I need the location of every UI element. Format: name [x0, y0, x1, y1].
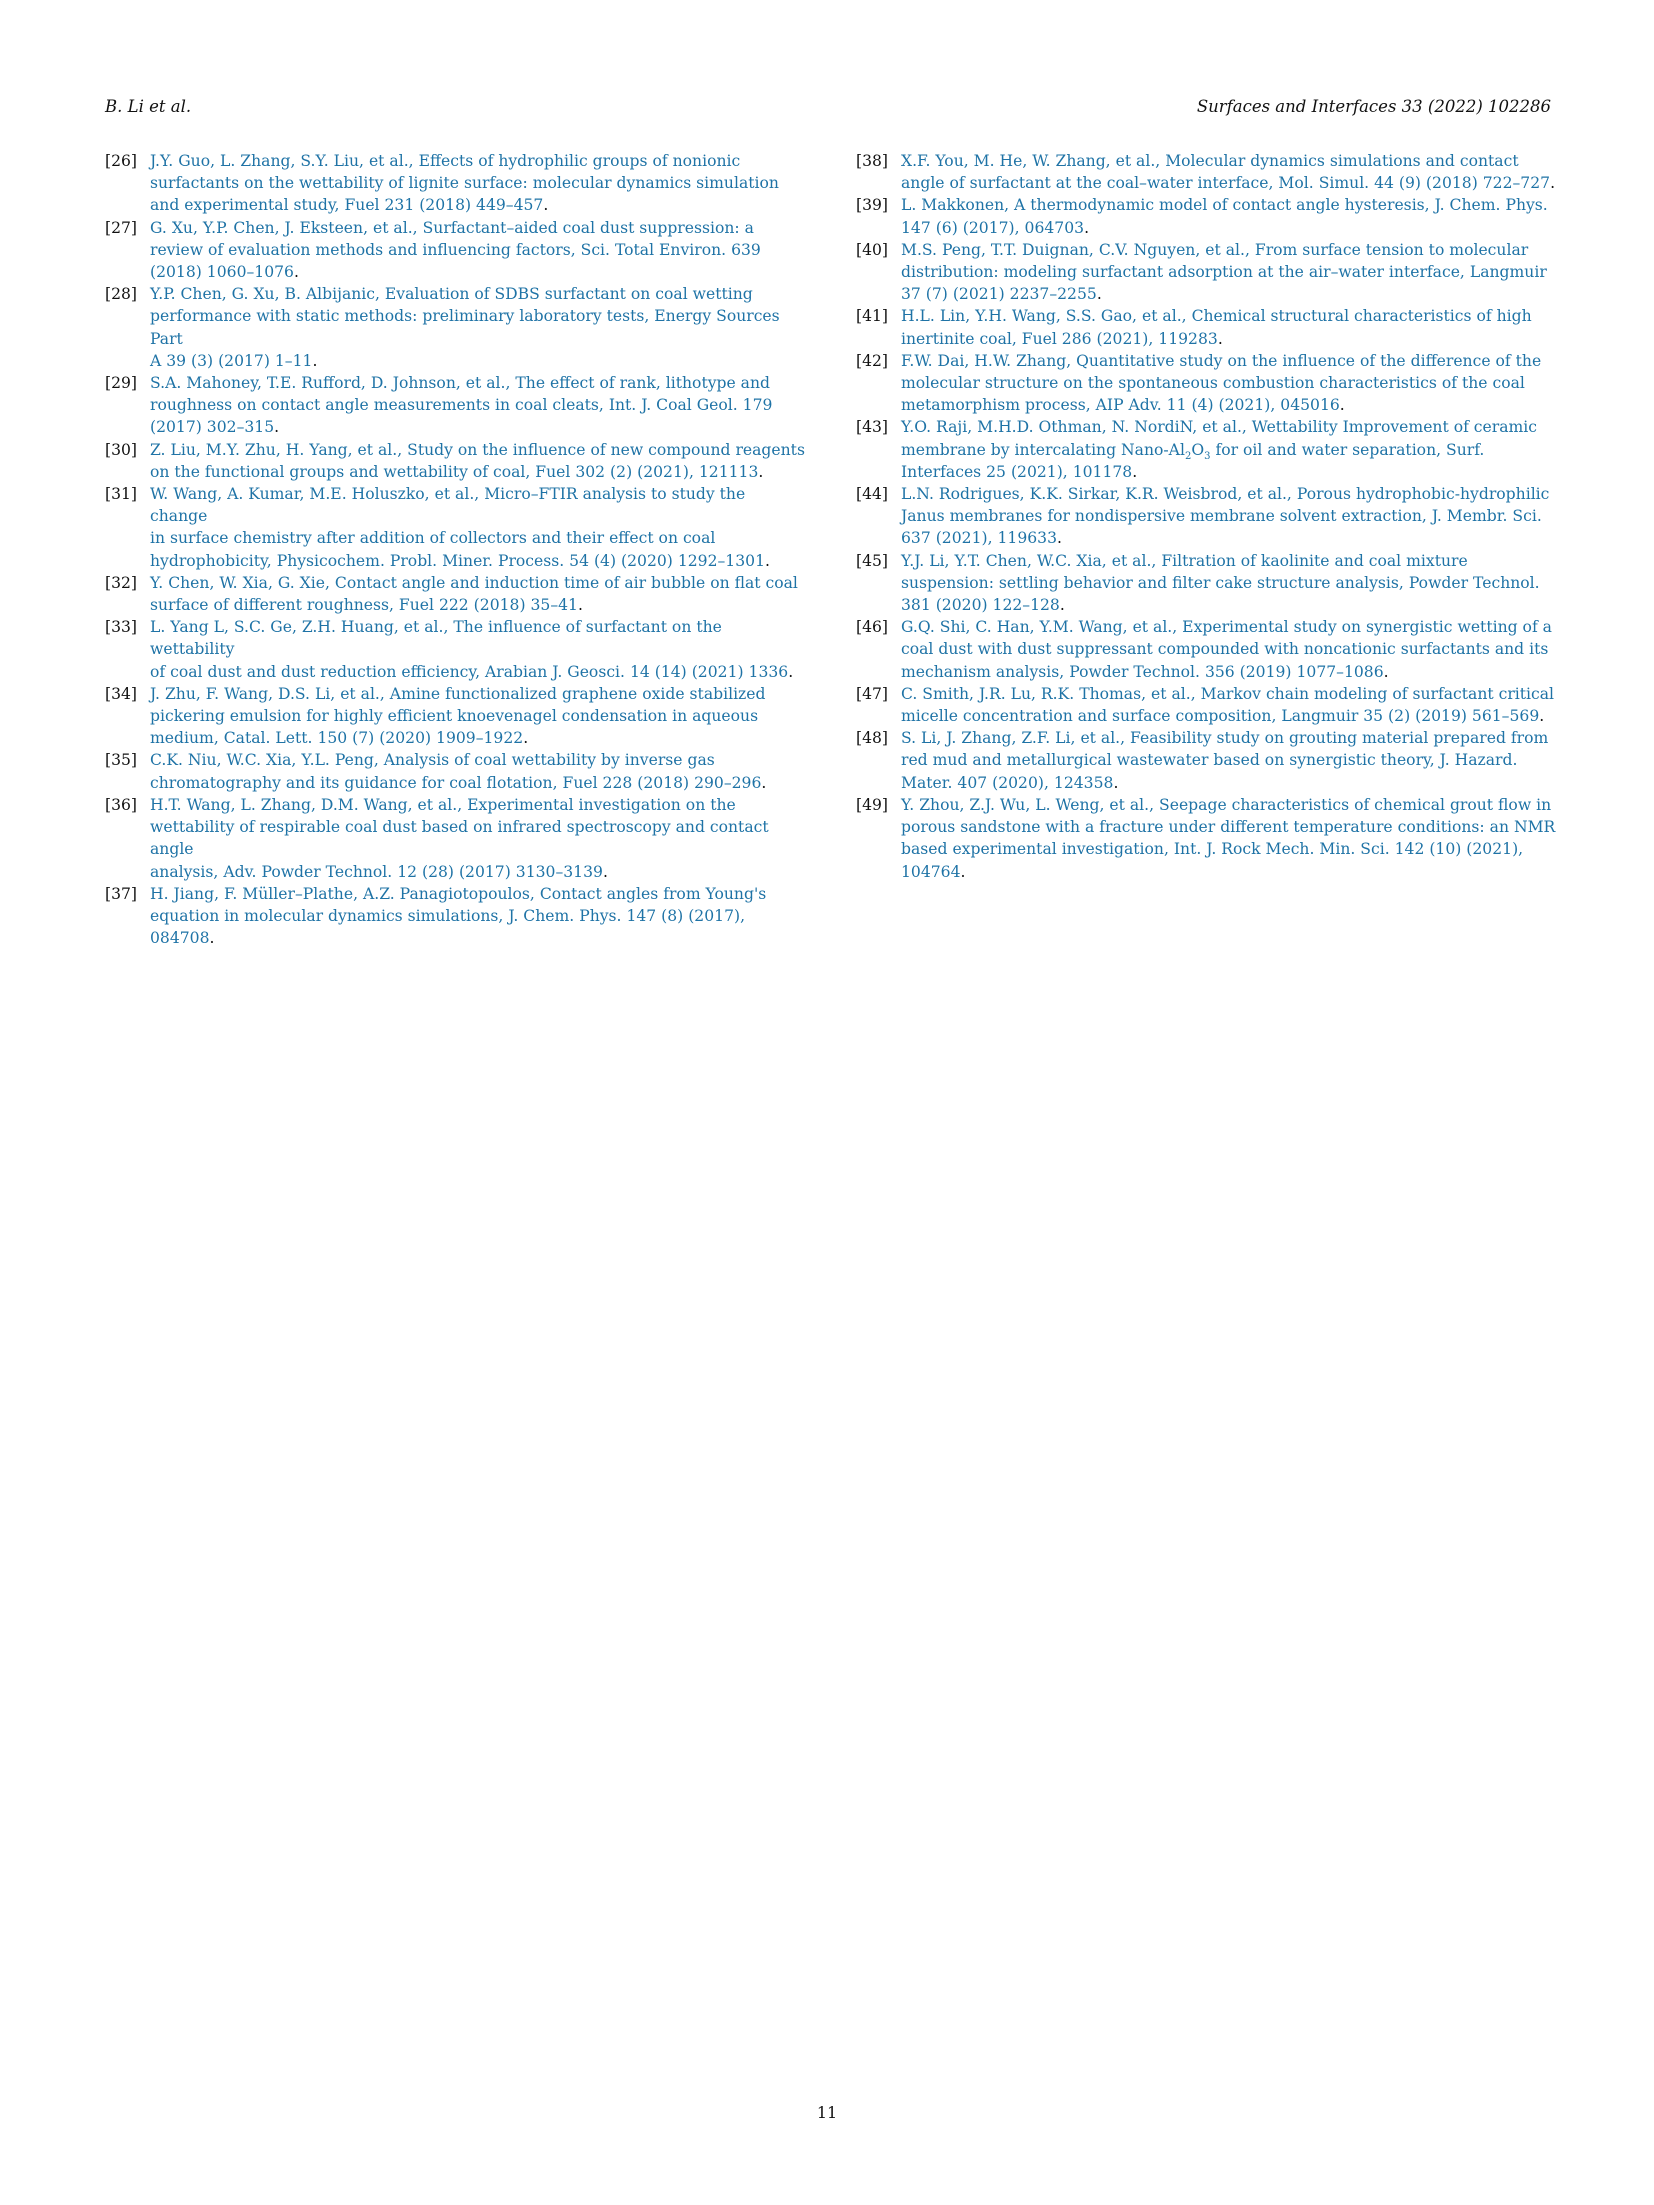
reference-line: Y. Zhou, Z.J. Wu, L. Weng, et al., Seepage characteristics of chemical grout flow in [901, 795, 1552, 814]
reference-link[interactable] [150, 439, 805, 483]
reference-number: [28] [105, 285, 138, 304]
reference-line: C. Smith, J.R. Lu, R.K. Thomas, et al., Markov chain modeling of surfactant critical [901, 684, 1555, 703]
reference-line: Interfaces 25 (2021), 101178. [901, 462, 1138, 481]
reference-entry [105, 616, 805, 683]
reference-entry [856, 239, 1556, 306]
reference-line: C.K. Niu, W.C. Xia, Y.L. Peng, Analysis of coal wettability by inverse gas [150, 751, 715, 770]
reference-link[interactable] [901, 150, 1556, 194]
reference-number: [46] [856, 618, 889, 637]
reference-number: [37] [105, 884, 138, 903]
reference-line: roughness on contact angle measurements in coal cleats, Int. J. Coal Geol. 179 [150, 396, 773, 415]
reference-line: suspension: settling behavior and filter cake structure analysis, Powder Technol. [901, 573, 1540, 592]
running-header-authors: B. Li et al. [105, 97, 192, 116]
reference-link[interactable] [150, 749, 805, 793]
reference-line: chromatography and its guidance for coal flotation, Fuel 228 (2018) 290–296. [150, 773, 767, 792]
reference-line: L. Makkonen, A thermodynamic model of contact angle hysteresis, J. Chem. Phys. [901, 196, 1548, 215]
reference-line: of coal dust and dust reduction efficiency, Arabian J. Geosci. 14 (14) (2021) 1336. [150, 662, 794, 681]
reference-line: G. Xu, Y.P. Chen, J. Eksteen, et al., Surfactant–aided coal dust suppression: a [150, 218, 754, 237]
reference-line: and experimental study, Fuel 231 (2018) 449–457. [150, 196, 549, 215]
reference-entry [105, 217, 805, 284]
reference-number: [42] [856, 351, 889, 370]
reference-link[interactable] [150, 794, 805, 883]
reference-line: (2018) 1060–1076. [150, 263, 299, 282]
reference-entry [856, 483, 1556, 550]
reference-number: [43] [856, 418, 889, 437]
reference-link[interactable] [901, 194, 1556, 238]
reference-number: [34] [105, 684, 138, 703]
reference-line: Janus membranes for nondispersive membrane solvent extraction, J. Membr. Sci. [901, 507, 1542, 526]
reference-link[interactable] [150, 883, 805, 950]
reference-entry [856, 350, 1556, 417]
reference-line: H. Jiang, F. Müller–Plathe, A.Z. Panagiotopoulos, Contact angles from Young's [150, 884, 767, 903]
reference-number: [38] [856, 152, 889, 170]
reference-line: surfactants on the wettability of lignite surface: molecular dynamics simulation [150, 174, 779, 193]
reference-line: molecular structure on the spontaneous combustion characteristics of the coal [901, 374, 1525, 393]
reference-line: coal dust with dust suppressant compounded with noncationic surfactants and its [901, 640, 1549, 659]
reference-line: F.W. Dai, H.W. Zhang, Quantitative study on the influence of the difference of the [901, 351, 1542, 370]
reference-number: [26] [105, 152, 138, 170]
reference-entry [856, 727, 1556, 794]
reference-line: J. Zhu, F. Wang, D.S. Li, et al., Amine functionalized graphene oxide stabilized [150, 684, 766, 703]
reference-line: metamorphism process, AIP Adv. 11 (4) (2021), 045016. [901, 396, 1345, 415]
reference-link[interactable] [901, 683, 1556, 727]
references-right-column [856, 150, 1556, 883]
reference-number: [31] [105, 485, 138, 504]
reference-link[interactable] [901, 550, 1556, 617]
reference-line: H.T. Wang, L. Zhang, D.M. Wang, et al., Experimental investigation on the [150, 795, 736, 814]
reference-entry [856, 550, 1556, 617]
reference-entry [105, 483, 805, 572]
references-left-column [105, 150, 805, 949]
reference-line: angle of surfactant at the coal–water interface, Mol. Simul. 44 (9) (2018) 722–727. [901, 174, 1556, 193]
reference-line: red mud and metallurgical wastewater based on synergistic theory, J. Hazard. [901, 751, 1518, 770]
reference-entry [856, 616, 1556, 683]
reference-link[interactable] [150, 572, 805, 616]
reference-link[interactable] [150, 372, 805, 439]
reference-number: [30] [105, 440, 138, 459]
reference-link[interactable] [150, 283, 805, 372]
reference-line: Y.O. Raji, M.H.D. Othman, N. NordiN, et al., Wettability Improvement of ceramic [901, 418, 1538, 437]
running-header-journal: Surfaces and Interfaces 33 (2022) 102286 [1196, 97, 1551, 116]
reference-link[interactable] [150, 217, 805, 284]
reference-number: [40] [856, 240, 889, 259]
reference-line: A 39 (3) (2017) 1–11. [150, 351, 318, 370]
reference-number: [29] [105, 374, 138, 393]
reference-line: J.Y. Guo, L. Zhang, S.Y. Liu, et al., Effects of hydrophilic groups of nonionic [150, 152, 741, 170]
reference-line: medium, Catal. Lett. 150 (7) (2020) 1909–1922. [150, 729, 529, 748]
reference-line: micelle concentration and surface composition, Langmuir 35 (2) (2019) 561–569. [901, 707, 1545, 726]
reference-line: 147 (6) (2017), 064703. [901, 218, 1090, 237]
reference-line: Y. Chen, W. Xia, G. Xie, Contact angle and induction time of air bubble on flat coal [150, 573, 798, 592]
reference-number: [39] [856, 196, 889, 215]
reference-line: wettability of respirable coal dust based on infrared spectroscopy and contact angle [150, 818, 769, 859]
reference-line: inertinite coal, Fuel 286 (2021), 119283. [901, 329, 1223, 348]
reference-number: [36] [105, 795, 138, 814]
reference-line: mechanism analysis, Powder Technol. 356 (2019) 1077–1086. [901, 662, 1389, 681]
reference-entry [856, 194, 1556, 238]
reference-line: Y.J. Li, Y.T. Chen, W.C. Xia, et al., Filtration of kaolinite and coal mixture [901, 551, 1468, 570]
reference-number: [35] [105, 751, 138, 770]
reference-line: based experimental investigation, Int. J. Rock Mech. Min. Sci. 142 (10) (2021), [901, 840, 1524, 859]
reference-number: [33] [105, 618, 138, 637]
reference-line: 381 (2020) 122–128. [901, 596, 1065, 615]
reference-line: analysis, Adv. Powder Technol. 12 (28) (2017) 3130–3139. [150, 862, 608, 881]
reference-number: [32] [105, 573, 138, 592]
reference-line: H.L. Lin, Y.H. Wang, S.S. Gao, et al., Chemical structural characteristics of high [901, 307, 1532, 326]
reference-line: M.S. Peng, T.T. Duignan, C.V. Nguyen, et al., From surface tension to molecular [901, 240, 1529, 259]
reference-line: L. Yang L, S.C. Ge, Z.H. Huang, et al., The influence of surfactant on the wettability [150, 618, 722, 659]
reference-line: distribution: modeling surfactant adsorption at the air–water interface, Langmuir [901, 263, 1547, 282]
reference-line: Y.P. Chen, G. Xu, B. Albijanic, Evaluation of SDBS surfactant on coal wetting [150, 285, 753, 304]
reference-entry [105, 749, 805, 793]
reference-entry [856, 150, 1556, 194]
reference-line: X.F. You, M. He, W. Zhang, et al., Molecular dynamics simulations and contact [901, 152, 1519, 170]
reference-number: [41] [856, 307, 889, 326]
reference-line: Mater. 407 (2020), 124358. [901, 773, 1119, 792]
reference-line: review of evaluation methods and influencing factors, Sci. Total Environ. 639 [150, 240, 761, 259]
reference-entry [105, 150, 805, 217]
reference-entry [105, 439, 805, 483]
reference-link[interactable] [901, 416, 1556, 483]
reference-line: 084708. [150, 929, 215, 948]
reference-number: [49] [856, 795, 889, 814]
reference-link[interactable] [150, 616, 805, 683]
reference-line: porous sandstone with a fracture under different temperature conditions: an NMR [901, 818, 1556, 837]
reference-line: performance with static methods: preliminary laboratory tests, Energy Sources Part [150, 307, 780, 348]
reference-number: [45] [856, 551, 889, 570]
reference-link[interactable] [150, 150, 805, 217]
reference-entry [105, 283, 805, 372]
reference-link[interactable] [901, 305, 1556, 349]
reference-link[interactable] [901, 794, 1556, 883]
reference-line: G.Q. Shi, C. Han, Y.M. Wang, et al., Experimental study on synergistic wetting of a [901, 618, 1552, 637]
reference-link[interactable] [150, 483, 805, 572]
reference-line: L.N. Rodrigues, K.K. Sirkar, K.R. Weisbrod, et al., Porous hydrophobic-hydrophilic [901, 485, 1550, 504]
reference-line: 637 (2021), 119633. [901, 529, 1062, 548]
reference-line: 37 (7) (2021) 2237–2255. [901, 285, 1102, 304]
reference-line: equation in molecular dynamics simulations, J. Chem. Phys. 147 (8) (2017), [150, 906, 746, 925]
reference-line: pickering emulsion for highly efficient knoevenagel condensation in aqueous [150, 707, 759, 726]
reference-entry [856, 305, 1556, 349]
reference-entry [105, 794, 805, 883]
reference-link[interactable] [901, 727, 1556, 794]
page-number: 11 [816, 2103, 838, 2122]
reference-line: hydrophobicity, Physicochem. Probl. Miner. Process. 54 (4) (2020) 1292–1301. [150, 551, 770, 570]
reference-link[interactable] [901, 350, 1556, 417]
reference-line: W. Wang, A. Kumar, M.E. Holuszko, et al., Micro–FTIR analysis to study the change [150, 485, 746, 526]
reference-entry [105, 572, 805, 616]
reference-link[interactable] [901, 239, 1556, 306]
reference-link[interactable] [150, 683, 805, 750]
reference-link[interactable] [901, 483, 1556, 550]
reference-number: [44] [856, 485, 889, 504]
reference-entry [105, 683, 805, 750]
reference-entry [856, 794, 1556, 883]
reference-entry [105, 883, 805, 950]
reference-line: surface of different roughness, Fuel 222 (2018) 35–41. [150, 596, 583, 615]
reference-number: [48] [856, 729, 889, 748]
reference-line: Z. Liu, M.Y. Zhu, H. Yang, et al., Study on the influence of new compound reagents [150, 440, 805, 459]
reference-line: membrane by intercalating Nano-$Al_2O_3$ for oil and water separation, Surf. [901, 440, 1485, 462]
reference-line: S. Li, J. Zhang, Z.F. Li, et al., Feasibility study on grouting material prepared from [901, 729, 1549, 748]
reference-line: 104764. [901, 862, 966, 881]
reference-entry [856, 683, 1556, 727]
reference-line: (2017) 302–315. [150, 418, 280, 437]
reference-line: in surface chemistry after addition of collectors and their effect on coal [150, 529, 716, 548]
reference-link[interactable] [901, 616, 1556, 683]
reference-line: on the functional groups and wettability of coal, Fuel 302 (2) (2021), 121113. [150, 462, 764, 481]
reference-line: S.A. Mahoney, T.E. Rufford, D. Johnson, et al., The effect of rank, lithotype and [150, 374, 771, 393]
reference-number: [27] [105, 218, 138, 237]
reference-entry [105, 372, 805, 439]
reference-number: [47] [856, 684, 889, 703]
reference-entry [856, 416, 1556, 483]
